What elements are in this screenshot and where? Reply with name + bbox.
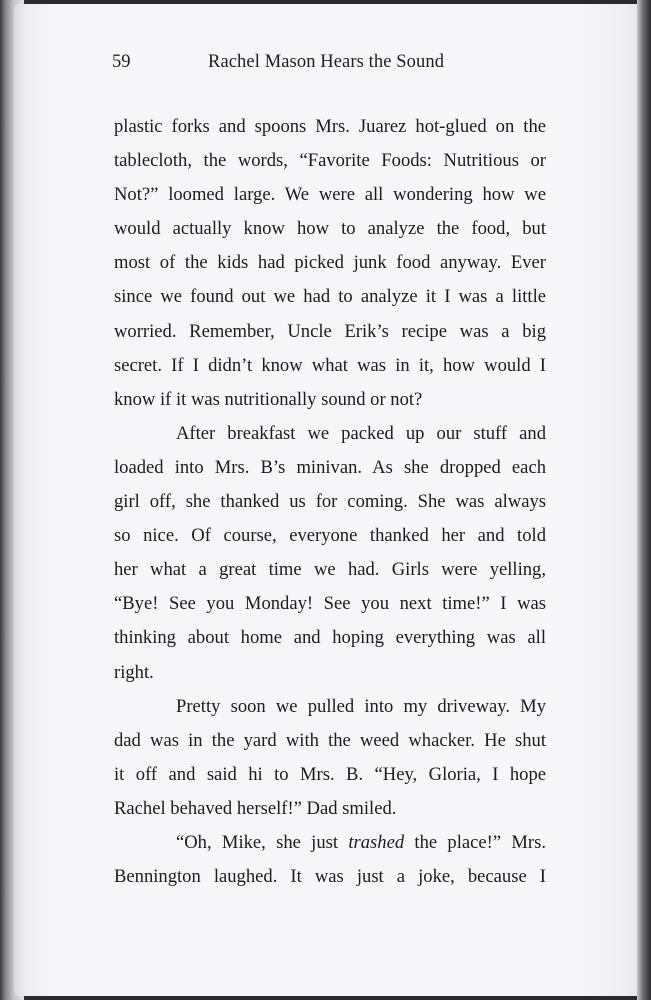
- emphasized-word: trashed: [348, 831, 405, 853]
- text-run: “Oh, Mike, she just: [176, 831, 349, 853]
- body-text: [114, 110, 546, 894]
- text-line: plastic forks and spoons Mrs. Juarez hot-glued on the: [114, 116, 546, 137]
- text-line: secret. If I didn’t know what was in it, how would I: [114, 354, 546, 376]
- text-line: her what a great time we had. Girls were yelling,: [114, 559, 546, 581]
- text-line: dad was in the yard with the weed whacker. He shut: [114, 729, 546, 751]
- page-edge-right: [637, 0, 651, 1000]
- text-line: girl off, she thanked us for coming. She was always: [114, 491, 546, 513]
- text-run: the place!” Mrs.: [404, 831, 546, 853]
- text-line: Pretty soon we pulled into my driveway. My: [176, 695, 546, 717]
- paragraph: [114, 110, 546, 417]
- text-line: loaded into Mrs. B’s minivan. As she dropped each: [114, 456, 546, 478]
- running-title: Rachel Mason Hears the Sound: [208, 52, 445, 72]
- text-line: tablecloth, the words, “Favorite Foods: Nutritious or: [114, 150, 546, 172]
- text-line: Not?” loomed large. We were all wondering how we: [114, 184, 546, 206]
- text-line: [114, 860, 546, 894]
- text-line: most of the kids had picked junk food anyway. Ever: [114, 252, 546, 274]
- text-line: know if it was nutritionally sound or not?: [114, 388, 423, 410]
- text-line: worried. Remember, Uncle Erik’s recipe was a big: [114, 320, 546, 342]
- text-line: “Bye! See you Monday! See you next time!” I was: [114, 593, 546, 615]
- running-head: [112, 52, 552, 80]
- text-line: it off and said hi to Mrs. B. “Hey, Gloria, I hope: [114, 763, 546, 785]
- text-line: so nice. Of course, everyone thanked her and told: [114, 525, 546, 547]
- text-line: Rachel behaved herself!” Dad smiled.: [114, 797, 397, 819]
- text-run: Bennington laughed. It was just a joke, because I: [114, 866, 546, 888]
- paragraph: [114, 417, 546, 690]
- text-line: After breakfast we packed up our stuff and: [176, 422, 546, 444]
- text-line: thinking about home and hoping everything was all: [114, 627, 546, 649]
- paragraph: [114, 826, 546, 894]
- page-number: 59: [112, 52, 131, 72]
- paragraph: [114, 690, 546, 826]
- text-line: would actually know how to analyze the food, but: [114, 218, 546, 240]
- text-line: right.: [114, 661, 154, 683]
- text-line: since we found out we had to analyze it I was a little: [114, 286, 546, 308]
- text-line: [114, 826, 546, 860]
